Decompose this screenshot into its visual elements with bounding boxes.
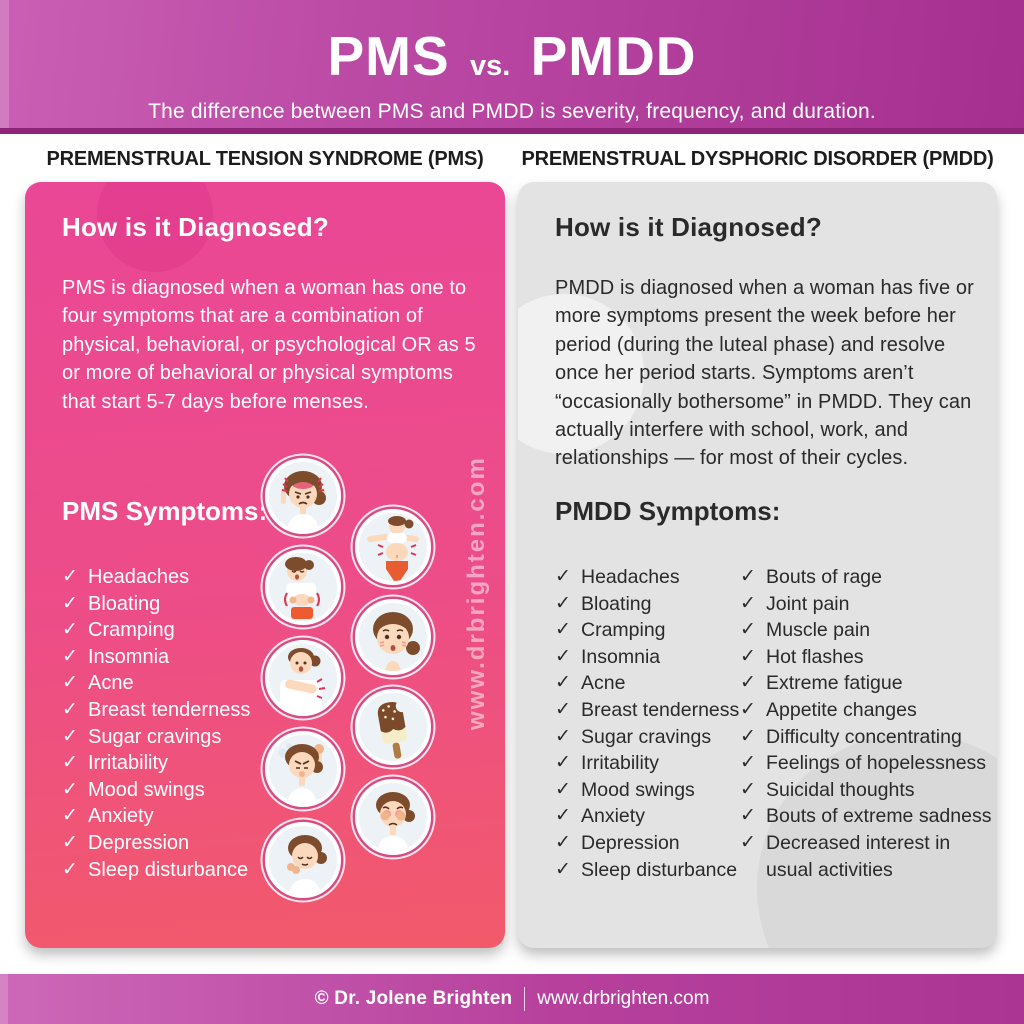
- page-title: [0, 0, 1024, 94]
- ice-cream-icon: [355, 689, 431, 765]
- pms-icon-column-1: [265, 458, 341, 898]
- pmdd-symptoms-heading: PMDD Symptoms:: [555, 496, 781, 526]
- symptom-item: [555, 564, 741, 591]
- check-icon: ✓: [62, 778, 78, 800]
- bloating-woman-icon: [355, 509, 431, 585]
- headache-woman-icon: [265, 458, 341, 534]
- pms-diagnosis-heading: How is it Diagnosed?: [62, 212, 329, 242]
- check-icon: ✓: [555, 672, 571, 694]
- symptom-label: Mood swings: [88, 778, 205, 801]
- symptom-label: Insomnia: [581, 645, 661, 668]
- check-icon: ✓: [62, 592, 78, 614]
- check-icon: ✓: [740, 778, 756, 800]
- title-vs: vs.: [469, 50, 511, 82]
- check-icon: ✓: [740, 645, 756, 667]
- symptom-item: [62, 670, 250, 697]
- crying-woman-icon: [355, 779, 431, 855]
- symptom-label: Depression: [581, 831, 680, 854]
- symptom-label: Bouts of extreme sadness: [766, 805, 992, 828]
- symptom-item: [740, 591, 992, 618]
- check-icon: ✓: [555, 805, 571, 827]
- symptom-label: Irritability: [581, 752, 660, 775]
- check-icon: ✓: [555, 752, 571, 774]
- symptom-label: Anxiety: [88, 805, 154, 828]
- check-icon: ✓: [740, 592, 756, 614]
- check-icon: ✓: [555, 698, 571, 720]
- check-icon: ✓: [740, 619, 756, 641]
- pmdd-diagnosis-text: PMDD is diagnosed when a woman has five or more symptoms present the week before her period (during the luteal phase) and resolve once her period starts. Symptoms aren’t “occasionally bothersome” in PMDD. They can actually interfere with school, work, and relationships — for most of their cycles.: [555, 277, 974, 470]
- symptom-item: [555, 750, 741, 777]
- symptom-label: Acne: [88, 672, 134, 695]
- check-icon: ✓: [62, 566, 78, 587]
- symptom-item: [555, 830, 741, 857]
- symptom-item: [62, 777, 250, 804]
- symptom-label: Headaches: [88, 566, 190, 588]
- check-icon: ✓: [740, 672, 756, 694]
- symptom-item: [740, 564, 992, 591]
- symptom-label: Irritability: [88, 752, 169, 775]
- check-icon: ✓: [62, 645, 78, 667]
- symptom-label: Difficulty concentrating: [766, 725, 962, 748]
- symptom-label: Hot flashes: [766, 645, 864, 668]
- symptom-item: [555, 803, 741, 830]
- check-icon: ✓: [740, 831, 756, 853]
- symptom-item: [740, 777, 992, 804]
- check-icon: ✓: [62, 858, 78, 880]
- footer: [0, 974, 1024, 1024]
- check-icon: ✓: [62, 672, 78, 694]
- page-subtitle: The difference between PMS and PMDD is severity, frequency, and duration.: [148, 100, 876, 123]
- irritability-woman-icon: [265, 731, 341, 807]
- check-icon: ✓: [555, 592, 571, 614]
- check-icon: ✓: [555, 645, 571, 667]
- symptom-label: Breast tenderness: [581, 698, 740, 721]
- symptom-label: Suicidal thoughts: [766, 778, 915, 801]
- pms-column-title: PREMENSTRUAL TENSION SYNDROME (PMS): [46, 148, 484, 170]
- symptom-item: [740, 724, 992, 751]
- check-icon: ✓: [62, 698, 78, 720]
- pms-icon-column-2: [355, 509, 431, 855]
- symptom-item: [555, 670, 741, 697]
- pmdd-diagnosis-heading: How is it Diagnosed?: [555, 212, 822, 242]
- header: [0, 0, 1024, 134]
- symptom-item: [740, 617, 992, 644]
- symptom-item: [62, 830, 250, 857]
- footer-copyright: © Dr. Jolene Brighten: [314, 988, 513, 1009]
- check-icon: ✓: [62, 805, 78, 827]
- symptom-item: [555, 591, 741, 618]
- pmdd-card: [518, 182, 997, 948]
- check-icon: ✓: [555, 619, 571, 641]
- symptom-item: [740, 750, 992, 777]
- symptom-item: [62, 644, 250, 671]
- symptom-item: [62, 564, 250, 591]
- check-icon: ✓: [555, 725, 571, 747]
- check-icon: ✓: [62, 725, 78, 747]
- symptom-item: [62, 697, 250, 724]
- symptom-item: [740, 644, 992, 671]
- symptom-label: Cramping: [88, 619, 175, 642]
- symptom-label: Muscle pain: [766, 619, 871, 642]
- sad-woman-icon: [355, 599, 431, 675]
- footer-url: www.drbrighten.com: [537, 988, 710, 1009]
- pms-card: [25, 182, 505, 948]
- symptom-label: Cramping: [581, 619, 666, 642]
- pmdd-symptom-list-col1: [555, 564, 741, 883]
- symptom-label: Sugar cravings: [581, 725, 712, 748]
- check-icon: ✓: [740, 752, 756, 774]
- symptom-label: Sleep disturbance: [88, 858, 249, 881]
- check-icon: ✓: [62, 831, 78, 853]
- symptom-label: Acne: [581, 672, 626, 695]
- title-pmdd: PMDD: [530, 25, 697, 87]
- symptom-label: Bouts of rage: [766, 566, 882, 588]
- symptom-item: [555, 617, 741, 644]
- symptom-label: Breast tenderness: [88, 698, 251, 721]
- symptom-label: Sugar cravings: [88, 725, 222, 748]
- symptom-label: Insomnia: [88, 645, 170, 668]
- symptom-label: Mood swings: [581, 778, 695, 801]
- title-pms: PMS: [327, 25, 450, 87]
- symptom-label: Appetite changes: [766, 698, 917, 721]
- symptom-item: [62, 724, 250, 751]
- symptom-item: [62, 591, 250, 618]
- symptom-label: Depression: [88, 831, 190, 854]
- symptom-label: Bloating: [581, 592, 652, 615]
- symptom-label: Extreme fatigue: [766, 672, 903, 695]
- check-icon: ✓: [62, 752, 78, 774]
- pms-symptoms-heading: PMS Symptoms:: [62, 496, 268, 526]
- symptom-item: [740, 697, 992, 724]
- check-icon: ✓: [740, 725, 756, 747]
- symptom-item: [62, 857, 250, 884]
- symptom-item: [555, 644, 741, 671]
- check-icon: ✓: [555, 831, 571, 853]
- pmdd-column-title: PREMENSTRUAL DYSPHORIC DISORDER (PMDD): [521, 148, 994, 170]
- check-icon: ✓: [555, 778, 571, 800]
- sleeping-woman-icon: [265, 822, 341, 898]
- symptom-item: [62, 617, 250, 644]
- footer-divider: [524, 987, 525, 1011]
- symptom-item: [555, 857, 741, 884]
- check-icon: ✓: [740, 698, 756, 720]
- symptom-label: Sleep disturbance: [581, 858, 738, 881]
- breast-tenderness-woman-icon: [265, 640, 341, 716]
- symptom-label: Feelings of hopelessness: [766, 752, 987, 775]
- symptom-item: [555, 724, 741, 751]
- check-icon: ✓: [62, 619, 78, 641]
- symptom-item: [555, 697, 741, 724]
- pmdd-symptom-list-col2: [740, 564, 992, 883]
- symptom-item: [740, 803, 992, 830]
- symptom-item: [740, 670, 992, 697]
- cramping-woman-icon: [265, 549, 341, 625]
- pms-diagnosis-text: PMS is diagnosed when a woman has one to four symptoms that are a combination of physical, behavioral, or psychological OR as 5 or more of behavioral or physical symptoms that start 5-7 days before menses.: [62, 277, 476, 413]
- symptom-label: Anxiety: [581, 805, 645, 828]
- symptom-label: Joint pain: [766, 592, 850, 615]
- symptom-item: [62, 803, 250, 830]
- symptom-label: Headaches: [581, 566, 680, 588]
- symptom-label: Decreased interest in usual activities: [766, 831, 951, 881]
- check-icon: ✓: [555, 858, 571, 880]
- check-icon: ✓: [740, 805, 756, 827]
- check-icon: ✓: [740, 566, 756, 587]
- symptom-item: [740, 830, 992, 883]
- symptom-item: [555, 777, 741, 804]
- pms-symptom-list: [62, 564, 250, 883]
- symptom-label: Bloating: [88, 592, 161, 615]
- symptom-item: [62, 750, 250, 777]
- watermark-url: www.drbrighten.com: [463, 456, 490, 730]
- check-icon: ✓: [555, 566, 571, 587]
